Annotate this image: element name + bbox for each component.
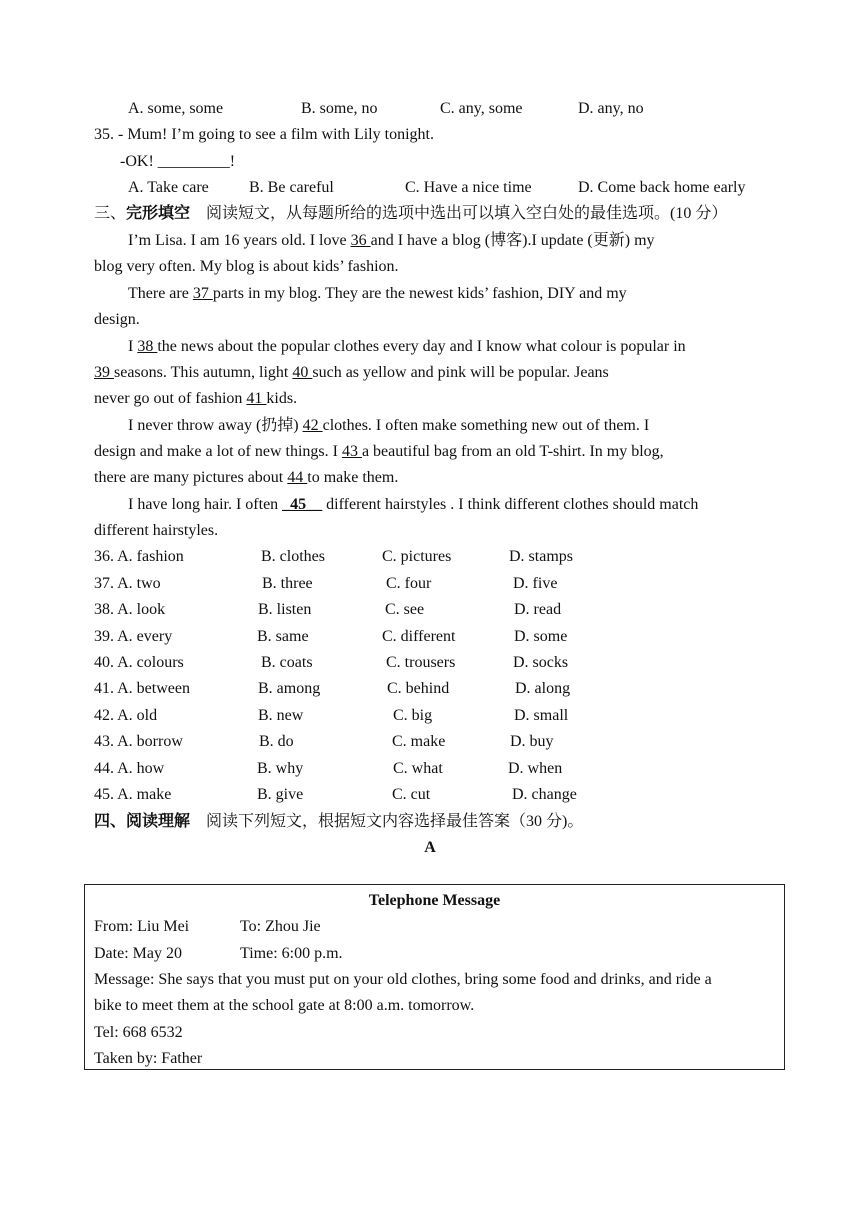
blank-40: 40 <box>292 364 313 381</box>
section4-heading <box>94 812 583 832</box>
question-41-option-b: B. among <box>258 680 321 697</box>
passage-p2-line1 <box>128 284 627 304</box>
question-39-option-d: D. some <box>514 628 568 645</box>
q35-line1: 35. - Mum! I’m going to see a film with Lily tonight. <box>94 126 434 143</box>
question-41-option-a: 41. A. between <box>94 680 190 697</box>
question-45-option-c: C. cut <box>392 786 431 803</box>
question-37-option-a: 37. A. two <box>94 575 161 592</box>
text: I <box>128 338 138 355</box>
text: different hairstyles . I think different clothes should match <box>322 496 699 513</box>
question-43-option-a: 43. A. borrow <box>94 733 183 750</box>
section3-instruction: 阅读短文，从每题所给的选项中选出可以填入空白处的最佳选项。(10 分） <box>206 205 728 222</box>
q34-option-a: A. some, some <box>128 100 224 117</box>
message-body-line1: Message: She says that you must put on your old clothes, bring some food and drinks, and ride a <box>94 971 712 988</box>
question-39-option-c: C. different <box>382 628 456 645</box>
q35-line2: -OK! _________! <box>120 153 236 170</box>
question-36-option-d: D. stamps <box>509 548 573 565</box>
section3-num: 三、 <box>94 205 127 222</box>
question-36-option-b: B. clothes <box>261 548 325 565</box>
question-44-option-a: 44. A. how <box>94 760 165 777</box>
blank-41: 41 <box>246 390 267 407</box>
message-taken-by: Taken by: Father <box>94 1050 203 1067</box>
text: I never throw away (扔掉) <box>128 417 303 434</box>
question-40-option-b: B. coats <box>261 654 313 671</box>
text: seasons. This autumn, light <box>114 364 293 381</box>
blank-38: 38 <box>137 338 158 355</box>
question-41-option-c: C. behind <box>387 680 450 697</box>
question-44-option-d: D. when <box>508 760 563 777</box>
section3-heading <box>94 204 727 224</box>
section4-title: 阅读理解 <box>126 813 191 830</box>
message-body-line2: bike to meet them at the school gate at 8:00 a.m. tomorrow. <box>94 997 475 1014</box>
text: and I have a blog (博客).I update (更新) my <box>370 232 655 249</box>
question-42-option-d: D. small <box>514 707 569 724</box>
passage-p1-line2: blog very often. My blog is about kids’ fashion. <box>94 258 399 275</box>
question-37-option-c: C. four <box>386 575 432 592</box>
blank-42: 42 <box>302 417 323 434</box>
message-date: Date: May 20 <box>94 945 182 962</box>
text: I’m Lisa. I am 16 years old. I love <box>128 232 351 249</box>
blank-43: 43 <box>341 443 362 460</box>
passage-p3-line3 <box>94 389 297 409</box>
q35-option-b: B. Be careful <box>249 179 334 196</box>
section3-title: 完形填空 <box>126 205 191 222</box>
question-43-option-d: D. buy <box>510 733 554 750</box>
text: design and make a lot of new things. I <box>94 443 342 460</box>
question-41-option-d: D. along <box>515 680 571 697</box>
blank-36: 36 <box>350 232 371 249</box>
message-tel: Tel: 668 6532 <box>94 1024 183 1041</box>
passage-p4-line3 <box>94 468 398 488</box>
question-44-option-b: B. why <box>257 760 304 777</box>
question-36-option-c: C. pictures <box>382 548 452 565</box>
text: There are <box>128 285 193 302</box>
question-42-option-a: 42. A. old <box>94 707 158 724</box>
question-38-option-c: C. see <box>385 601 425 618</box>
q34-option-c: C. any, some <box>440 100 523 117</box>
text: never go out of fashion <box>94 390 247 407</box>
text: clothes. I often make something new out of them. I <box>322 417 650 434</box>
passage-p4-line1 <box>128 416 649 436</box>
section4-part-label: A <box>424 839 436 856</box>
text: I have long hair. I often <box>128 496 283 513</box>
q35-option-a: A. Take care <box>128 179 209 196</box>
question-44-option-c: C. what <box>393 760 443 777</box>
blank-37: 37 <box>192 285 213 302</box>
blank-45: _45__ <box>282 496 323 513</box>
question-37-option-b: B. three <box>262 575 313 592</box>
text: kids. <box>266 390 298 407</box>
blank-44: 44 <box>287 469 308 486</box>
text: a beautiful bag from an old T-shirt. In my blog, <box>361 443 664 460</box>
section4-instruction: 阅读下列短文，根据短文内容选择最佳答案（30 分)。 <box>206 813 584 830</box>
passage-p4-line2 <box>94 442 664 462</box>
passage-p1-line1 <box>128 231 655 251</box>
question-43-option-b: B. do <box>259 733 294 750</box>
question-45-option-b: B. give <box>257 786 304 803</box>
message-time: Time: 6:00 p.m. <box>240 945 343 962</box>
q34-option-b: B. some, no <box>301 100 378 117</box>
q34-option-d: D. any, no <box>578 100 644 117</box>
question-40-option-c: C. trousers <box>386 654 456 671</box>
question-43-option-c: C. make <box>392 733 446 750</box>
passage-p3-line2 <box>94 363 609 383</box>
text: to make them. <box>307 469 399 486</box>
question-37-option-d: D. five <box>513 575 558 592</box>
question-42-option-b: B. new <box>258 707 304 724</box>
text: such as yellow and pink will be popular. Jeans <box>312 364 609 381</box>
message-from: From: Liu Mei <box>94 918 190 935</box>
question-38-option-a: 38. A. look <box>94 601 166 618</box>
question-42-option-c: C. big <box>393 707 433 724</box>
message-title: Telephone Message <box>368 892 501 909</box>
question-36-option-a: 36. A. fashion <box>94 548 184 565</box>
question-45-option-d: D. change <box>512 786 577 803</box>
question-40-option-a: 40. A. colours <box>94 654 184 671</box>
message-to: To: Zhou Jie <box>240 918 321 935</box>
blank-39: 39 <box>94 364 114 381</box>
question-45-option-a: 45. A. make <box>94 786 172 803</box>
text: the news about the popular clothes every day and I know what colour is popular in <box>157 338 686 355</box>
passage-p2-line2: design. <box>94 311 140 328</box>
section4-num: 四、 <box>94 813 127 830</box>
text: parts in my blog. They are the newest kids’ fashion, DIY and my <box>212 285 627 302</box>
passage-p3-line1 <box>128 337 686 357</box>
question-40-option-d: D. socks <box>513 654 569 671</box>
question-38-option-d: D. read <box>514 601 562 618</box>
passage-p5-line1 <box>128 495 698 515</box>
text: there are many pictures about <box>94 469 288 486</box>
q35-option-c: C. Have a nice time <box>405 179 532 196</box>
question-39-option-a: 39. A. every <box>94 628 173 645</box>
q35-option-d: D. Come back home early <box>578 179 746 196</box>
passage-p5-line2: different hairstyles. <box>94 522 219 539</box>
question-38-option-b: B. listen <box>258 601 312 618</box>
question-39-option-b: B. same <box>257 628 309 645</box>
